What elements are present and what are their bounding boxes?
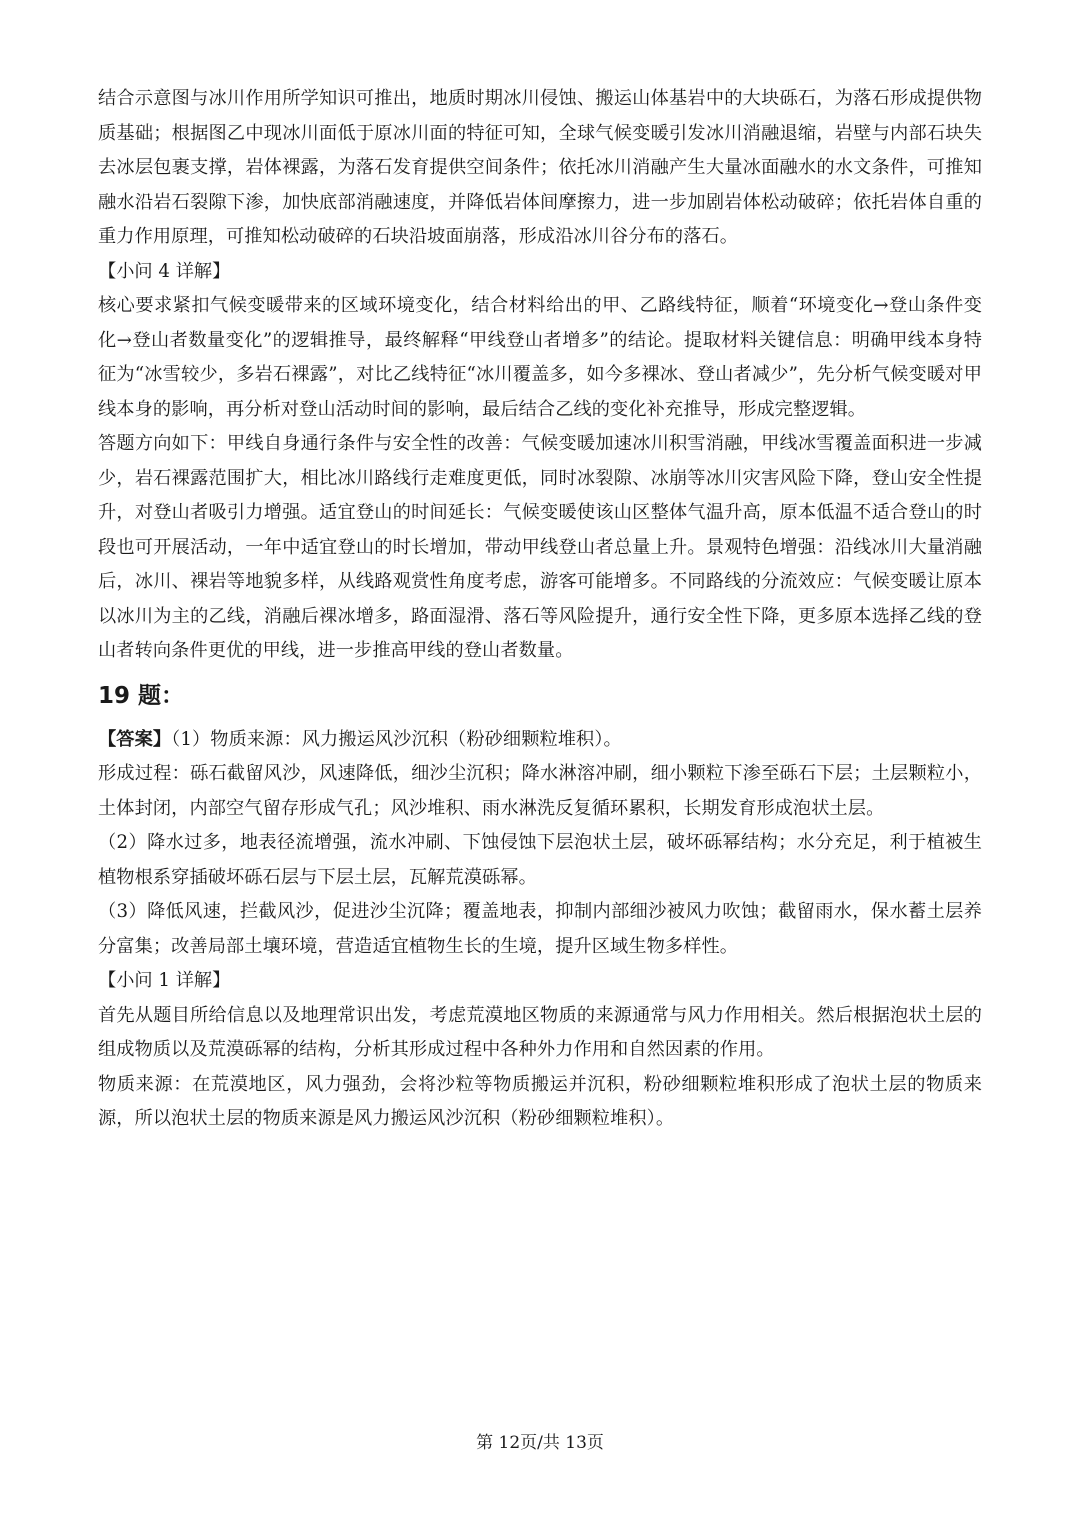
paragraph-sub1-material-source: 物质来源：在荒漠地区，风力强劲，会将沙粒等物质搬运并沉积，粉砂细颗粒堆积形成了泡状土层的物质来源，所以泡状土层的物质来源是风力搬运风沙沉积（粉砂细颗粒堆积）。 (98, 1073, 982, 1129)
paragraph-sub4-answer-direction: 答题方向如下：甲线自身通行条件与安全性的改善：气候变暖加速冰川积雪消融，甲线冰雪覆盖面积进一步减少，岩石裸露范围扩大，相比冰川路线行走难度更低，同时冰裂隙、冰崩等冰川灾害风险下降，登山安全性提升，对登山者吸引力增强。适宜登山的时间延长：气候变暖使该山区整体气温升高，原本低温不适合登山的时段也可开展活动，一年中适宜登山的时长增加，带动甲线登山者总量上升。景观特色增强：沿线冰川大量消融后，冰川、裸岩等地貌多样，从线路观赏性角度考虑，游客可能增多。不同路线的分流效应：气候变暖让原本以冰川为主的乙线，消融后裸冰增多，路面湿滑、落石等风险提升，通行安全性下降，更多原本选择乙线的登山者转向条件更优的甲线，进一步推高甲线的登山者数量。 (98, 433, 982, 661)
q19-answer-line-1 (98, 723, 982, 758)
paragraph-sub4-core: 核心要求紧扣气候变暖带来的区域环境变化，结合材料给出的甲、乙路线特征，顺着“环境变化→登山条件变化→登山者数量变化”的逻辑推导，最终解释“甲线登山者增多”的结论。提取材料关键信息：明确甲线本身特征为“冰雪较少，多岩石裸露”，对比乙线特征“冰川覆盖多，如今多裸冰、登山者减少”，先分析气候变暖对甲线本身的影响，再分析对登山活动时间的影响，最后结合乙线的变化补充推导，形成完整逻辑。 (98, 295, 982, 420)
q19-answer-part-3: （3）降低风速，拦截风沙，促进沙尘沉降；覆盖地表，抑制内部细沙被风力吹蚀；截留雨水，保水蓄土层养分富集；改善局部土壤环境，营造适宜植物生长的生境，提升区域生物多样性。 (98, 901, 982, 957)
question-19-title: 19 题： (98, 682, 185, 709)
subquestion-4-heading: 【小问 4 详解】 (98, 260, 231, 282)
answer-label: 【答案】 (98, 728, 172, 750)
paragraph-rockfall-explanation: 结合示意图与冰川作用所学知识可推出，地质时期冰川侵蚀、搬运山体基岩中的大块砾石，为落石形成提供物质基础；根据图乙中现冰川面低于原冰川面的特征可知，全球气候变暖引发冰川消融退缩，岩壁与内部石块失去冰层包裹支撑，岩体裸露，为落石发育提供空间条件；依托冰川消融产生大量冰面融水的水文条件，可推知融水沿岩石裂隙下渗，加快底部消融速度，并降低岩体间摩擦力，进一步加剧岩体松动破碎；依托岩体自重的重力作用原理，可推知松动破碎的石块沿坡面崩落，形成沿冰川谷分布的落石。 (98, 88, 982, 247)
page-content (98, 82, 982, 1137)
subquestion-1-heading: 【小问 1 详解】 (98, 970, 231, 991)
page-footer: 第 12页/共 13页 (476, 1433, 604, 1453)
q19-answer-part-2: （2）降水过多，地表径流增强，流水冲刷、下蚀侵蚀下层泡状土层，破坏砾幂结构；水分充足，利于植被生植物根系穿插破坏砾石层与下层土层，瓦解荒漠砾幂。 (98, 832, 982, 888)
paragraph-sub1-approach: 首先从题目所给信息以及地理常识出发，考虑荒漠地区物质的来源通常与风力作用相关。然后根据泡状土层的组成物质以及荒漠砾幂的结构，分析其形成过程中各种外力作用和自然因素的作用。 (98, 1004, 982, 1060)
answer-text-1: （1）物质来源：风力搬运风沙沉积（粉砂细颗粒堆积）。 (171, 728, 622, 750)
q19-answer-formation: 形成过程：砾石截留风沙，风速降低，细沙尘沉积；降水淋溶冲刷，细小颗粒下渗至砾石下层；土层颗粒小，土体封闭，内部空气留存形成气孔；风沙堆积、雨水淋洗反复循环累积，长期发育形成泡状土层。 (98, 763, 982, 819)
